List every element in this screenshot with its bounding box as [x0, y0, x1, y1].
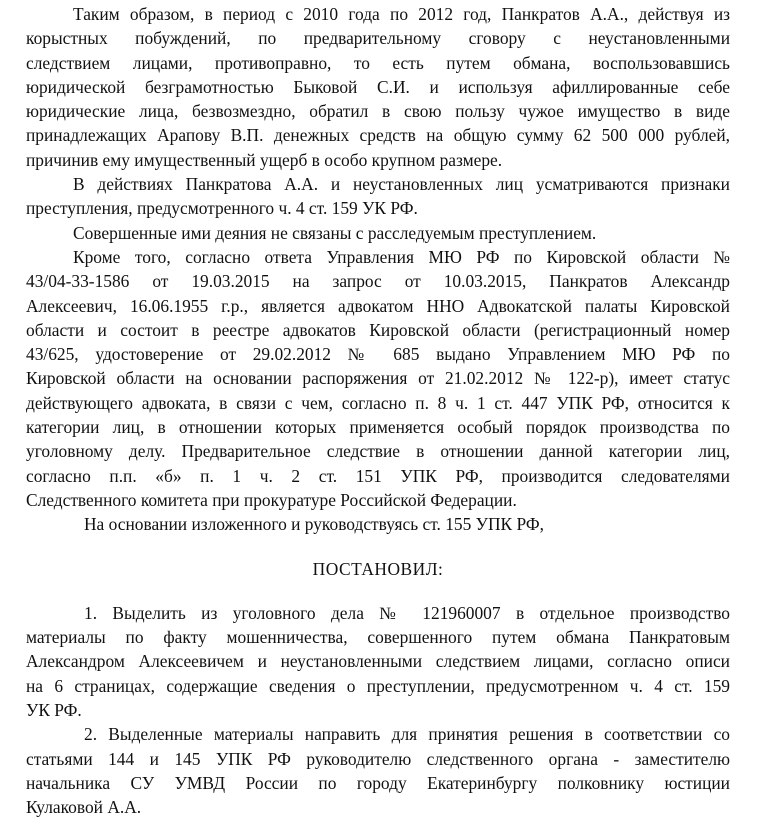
text-line: статьями 144 и 145 УПК РФ руководителю следственного органа - заместителю — [26, 748, 730, 769]
resolution-heading: ПОСТАНОВИЛ: — [312, 558, 444, 579]
text-line: Совершенные ими деяния не связаны с расследуемым преступлением. — [73, 222, 597, 243]
paragraph-basis — [26, 512, 730, 536]
text-line: Кроме того, согласно ответа Управления МЮ РФ по Кировской области № — [73, 246, 730, 267]
text-line: принадлежащих Арапову В.П. денежных средств на общую сумму 62 500 000 рублей, — [26, 125, 730, 146]
text-line: корыстных побуждений, по предварительному сговору с неустановленными — [26, 28, 730, 49]
text-line: Александром Алексеевичем и неустановленными следствием лицами, согласно описи — [26, 651, 730, 672]
text-line: Кировской области на основании распоряжения от 21.02.2012 № 122-р), имеет статус — [26, 368, 730, 389]
text-line: начальника СУ УМВД России по городу Екатеринбургу полковнику юстиции — [26, 772, 730, 793]
text-line: Таким образом, в период с 2010 года по 2012 год, Панкратов А.А., действуя из — [73, 4, 730, 24]
text-line: Следственного комитета при прокуратуре Российской Федерации. — [26, 489, 517, 510]
paragraph-fraud-description — [26, 2, 730, 172]
text-line: области и состоит в реестре адвокатов Кировской области (регистрационный номер — [26, 319, 730, 340]
text-line: следствием лицами, противоправно, то есть путем обмана, воспользовавшись — [26, 52, 730, 73]
text-line: уголовному делу. Предварительное следствие в отношении данной категории лиц, — [26, 441, 730, 462]
text-line: преступления, предусмотренного ч. 4 ст. 159 УК РФ. — [26, 198, 418, 219]
text-line: юридической безграмотностью Быковой С.И. и используя афиллированные себе — [26, 76, 730, 97]
text-line: УК РФ. — [26, 700, 82, 721]
text-line: В действиях Панкратова А.А. и неустановленных лиц усматриваются признаки — [73, 174, 730, 195]
text-line: причинив ему имущественный ущерб в особо крупном размере. — [26, 149, 503, 170]
text-line: Алексеевич, 16.06.1955 г.р., является адвокатом ННО Адвокатской палаты Кировской — [26, 295, 730, 316]
text-line: На основании изложенного и руководствуясь ст. 155 УПК РФ, — [84, 514, 544, 535]
text-line: согласно п.п. «б» п. 1 ч. 2 ст. 151 УПК РФ, производится следователями — [26, 465, 730, 486]
text-line: 2. Выделенные материалы направить для принятия решения в соответствии со — [84, 724, 730, 745]
text-line: Кулаковой А.А. — [26, 797, 142, 818]
text-line: действующего адвоката, в связи с чем, согласно п. 8 ч. 1 ст. 447 УПК РФ, относится к — [26, 392, 730, 413]
text-line: на 6 страницах, содержащие сведения о преступлении, предусмотренном ч. 4 ст. 159 — [26, 675, 730, 696]
text-line: 1. Выделить из уголовного дела № 121960007 в отдельное производство — [84, 602, 730, 623]
paragraph-advocate-status — [26, 245, 730, 512]
paragraph-not-related — [26, 221, 730, 245]
text-line: материалы по факту мошенничества, совершенного путем обмана Панкратовым — [26, 627, 730, 648]
text-line: юридические лица, безвозмездно, обратил в свою пользу чужое имущество в виде — [26, 101, 730, 122]
text-line: категории лиц, в отношении которых применяется особый порядок производства по — [26, 417, 730, 438]
text-line: 43/04-33-1586 от 19.03.2015 на запрос от 10.03.2015, Панкратов Александр — [26, 271, 730, 292]
resolution-item-1 — [26, 601, 730, 722]
resolution-item-2 — [26, 722, 730, 819]
paragraph-crime-signs — [26, 172, 730, 221]
text-line: 43/625, удостоверение от 29.02.2012 № 685 выдано Управлением МЮ РФ по — [26, 344, 730, 365]
